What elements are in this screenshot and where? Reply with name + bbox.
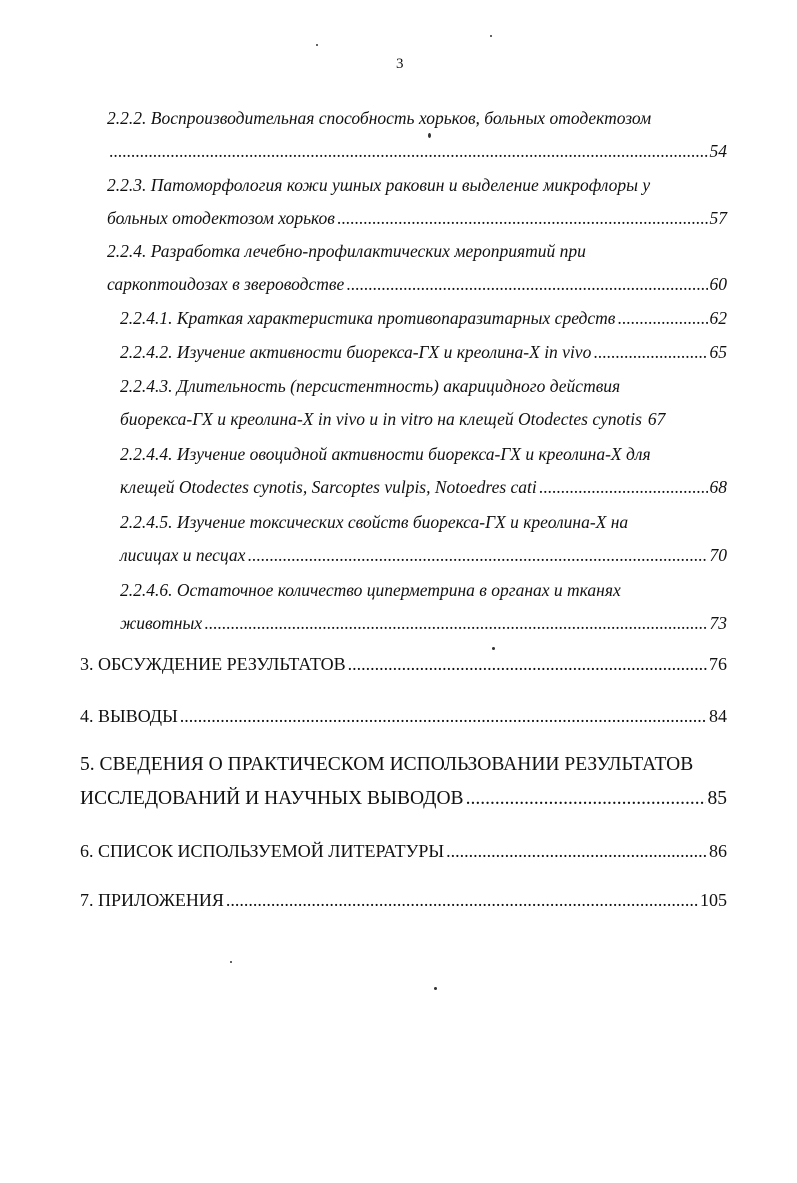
toc-entry-2-2-2-line1 bbox=[107, 107, 727, 129]
toc-page-number: 65 bbox=[709, 342, 727, 362]
toc-page-number: 57 bbox=[709, 208, 727, 228]
toc-entry-title: 2.2.4.2. Изучение активности биорекса-ГХ и креолина-Х in vivo bbox=[120, 342, 592, 362]
toc-page-number: 84 bbox=[709, 706, 727, 726]
dot-leader bbox=[226, 889, 698, 911]
toc-entry-3 bbox=[80, 653, 727, 675]
toc-entry-2-2-4-6-line2 bbox=[120, 612, 727, 634]
dot-leader bbox=[348, 653, 707, 675]
dot-leader bbox=[247, 544, 707, 566]
toc-entry-title: 2.2.3. Патоморфология кожи ушных раковин и выделение микрофлоры у bbox=[107, 175, 651, 195]
page-number: 3 bbox=[396, 56, 404, 72]
scan-speck bbox=[492, 647, 495, 650]
dot-leader bbox=[617, 307, 707, 329]
dot-leader bbox=[539, 476, 708, 498]
toc-entry-2-2-4-line1 bbox=[107, 240, 727, 262]
dot-leader bbox=[446, 840, 707, 862]
toc-entry-title: 4. ВЫВОДЫ bbox=[80, 706, 178, 726]
toc-entry-title: 2.2.4.5. Изучение токсических свойств биорекса-ГХ и креолина-Х на bbox=[120, 512, 629, 532]
toc-entry-title-cont: биорекса-ГХ и креолина-Х in vivo и in vitro на клещей Otodectes cynotis bbox=[120, 409, 642, 429]
toc-page-number: 62 bbox=[709, 308, 727, 328]
dot-leader bbox=[466, 788, 706, 810]
toc-page-number: 105 bbox=[700, 890, 727, 910]
toc-entry-title: 2.2.4.3. Длительность (персистентность) акарицидного действия bbox=[120, 376, 621, 396]
toc-entry-title: 2.2.4.1. Краткая характеристика противопаразитарных средств bbox=[120, 308, 616, 328]
toc-entry-title-cont: клещей Otodectes cynotis, Sarcoptes vulpis, Notoedres cati bbox=[120, 477, 537, 497]
toc-entry-title: 3. ОБСУЖДЕНИЕ РЕЗУЛЬТАТОВ bbox=[80, 654, 346, 674]
toc-entry-6 bbox=[80, 840, 727, 862]
toc-page-number: 85 bbox=[707, 788, 727, 809]
toc-entry-title: 2.2.2. Воспроизводительная способность хорьков, больных отодектозом bbox=[107, 108, 652, 128]
toc-entry-title: 2.2.4.6. Остаточное количество циперметрина в органах и тканях bbox=[120, 580, 621, 600]
scan-speck bbox=[490, 35, 492, 37]
toc-entry-2-2-4-5-line1 bbox=[120, 511, 727, 533]
toc-entry-2-2-4-6-line1 bbox=[120, 579, 727, 601]
toc-page-number: 67 bbox=[647, 409, 666, 429]
toc-entry-2-2-3-line1 bbox=[107, 174, 727, 196]
toc-entry-2-2-4-2 bbox=[120, 341, 727, 363]
toc-entry-2-2-2-line2 bbox=[107, 140, 727, 162]
toc-entry-title: 6. СПИСОК ИСПОЛЬЗУЕМОЙ ЛИТЕРАТУРЫ bbox=[80, 841, 445, 861]
dot-leader bbox=[180, 705, 707, 727]
scan-speck bbox=[316, 44, 318, 46]
toc-page-number: 54 bbox=[709, 141, 727, 161]
toc-entry-title-cont: лисицах и песцах bbox=[120, 545, 246, 565]
toc-entry-2-2-4-4-line2 bbox=[120, 476, 727, 498]
toc-entry-title: 2.2.4.4. Изучение овоцидной активности биорекса-ГХ и креолина-Х для bbox=[120, 444, 651, 464]
dot-leader bbox=[593, 341, 707, 363]
toc-entry-2-2-4-1 bbox=[120, 307, 727, 329]
toc-entry-2-2-4-3-line1 bbox=[120, 375, 727, 397]
toc-entry-2-2-4-line2 bbox=[107, 273, 727, 295]
toc-page-number: 60 bbox=[709, 274, 727, 294]
toc-entry-2-2-3-line2 bbox=[107, 207, 727, 229]
toc-entry-title: 5. СВЕДЕНИЯ О ПРАКТИЧЕСКОМ ИСПОЛЬЗОВАНИИ РЕЗУЛЬТАТОВ bbox=[80, 754, 694, 775]
toc-entry-title-cont: животных bbox=[120, 613, 203, 633]
scan-speck bbox=[428, 133, 431, 138]
toc-page-number: 70 bbox=[709, 545, 727, 565]
toc-entry-5-line2 bbox=[80, 788, 727, 810]
dot-leader bbox=[204, 612, 707, 634]
toc-entry-2-2-4-5-line2 bbox=[120, 544, 727, 566]
toc-entry-title: 2.2.4. Разработка лечебно-профилактических мероприятий при bbox=[107, 241, 586, 261]
toc-entry-title-cont: ИССЛЕДОВАНИЙ И НАУЧНЫХ ВЫВОДОВ bbox=[80, 788, 464, 809]
dot-leader bbox=[109, 140, 708, 162]
toc-entry-title-cont: больных отодектозом хорьков bbox=[107, 208, 335, 228]
toc-entry-2-2-4-4-line1 bbox=[120, 443, 727, 465]
toc-page-number: 76 bbox=[709, 654, 727, 674]
toc-page-number: 68 bbox=[709, 477, 727, 497]
toc-entry-2-2-4-3-line2 bbox=[120, 408, 727, 430]
scan-speck bbox=[230, 961, 232, 963]
toc-page-number: 73 bbox=[709, 613, 727, 633]
toc-entry-7 bbox=[80, 889, 727, 911]
toc-entry-5-line1 bbox=[80, 754, 727, 776]
toc-entry-title: 7. ПРИЛОЖЕНИЯ bbox=[80, 890, 224, 910]
toc-page-number: 86 bbox=[709, 841, 727, 861]
toc-entry-4 bbox=[80, 705, 727, 727]
scan-speck bbox=[434, 987, 437, 990]
dot-leader bbox=[346, 273, 707, 295]
dot-leader bbox=[337, 207, 708, 229]
toc-entry-title-cont: саркоптоидозах в звероводстве bbox=[107, 274, 345, 294]
